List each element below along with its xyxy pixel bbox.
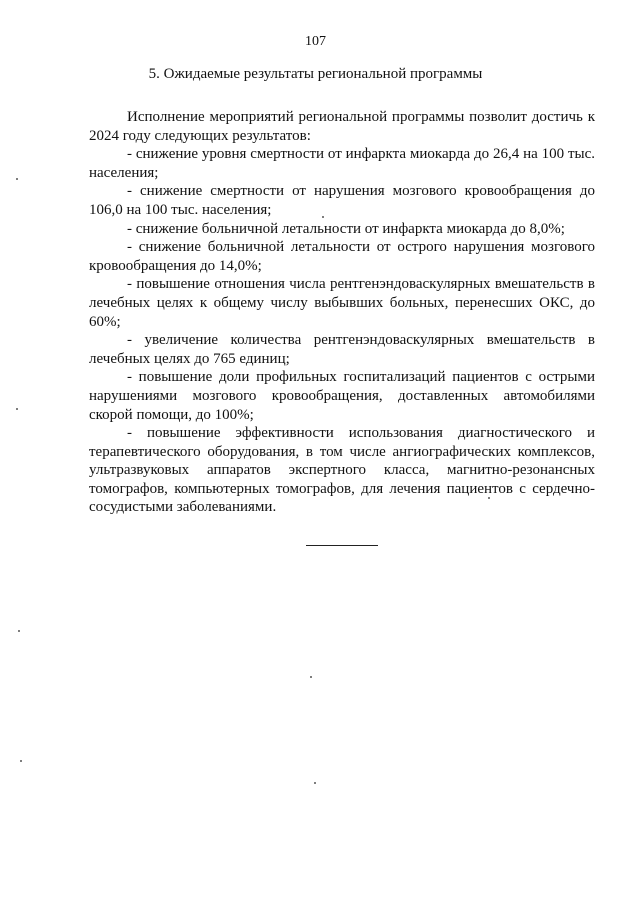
result-item-ambulance-hospitalization: - повышение доли профильных госпитализаций пациентов с острыми нарушениями мозгового кровообращения, доставленных автомобилями скорой помощи, до 100%; (89, 369, 595, 423)
scan-speck (18, 630, 20, 632)
page-number: 107 (305, 34, 326, 49)
result-item-mi-mortality: - снижение уровня смертности от инфаркта миокарда до 26,4 на 100 тыс. населения; (89, 146, 595, 181)
end-divider-line (306, 545, 378, 546)
scan-speck (20, 760, 22, 762)
result-item-stroke-mortality: - снижение смертности от нарушения мозгового кровообращения до 106,0 на 100 тыс. населения; (89, 183, 595, 218)
result-item-mi-hospital-lethality: - снижение больничной летальности от инфаркта миокарда до 8,0%; (127, 220, 565, 237)
intro-paragraph: Исполнение мероприятий региональной программы позволит достичь к 2024 году следующих результатов: (89, 109, 595, 144)
scan-speck (310, 676, 312, 678)
result-item-stroke-hospital-lethality: - снижение больничной летальности от острого нарушения мозгового кровообращения до 14,0%; (89, 239, 595, 274)
scan-speck (322, 216, 324, 218)
scan-speck (314, 782, 316, 784)
scan-speck (16, 408, 18, 410)
result-item-endovascular-count: - увеличение количества рентгенэндоваскулярных вмешательств в лечебных целях до 765 единиц; (89, 332, 595, 367)
result-item-endovascular-ratio: - повышение отношения числа рентгенэндоваскулярных вмешательств в лечебных целях к общему числу выбывших больных, перенесших ОКС, до 60%; (89, 276, 595, 330)
body-text (89, 108, 595, 517)
scan-speck (16, 178, 18, 180)
section-title: 5. Ожидаемые результаты региональной программы (148, 66, 483, 82)
result-item-equipment-efficiency: - повышение эффективности использования диагностического и терапевтического оборудования, в том числе ангиографических комплексов, ультразвуковых аппаратов экспертного класса, магнитно-резонансных томографов, компьютерных томографов, для лечения пациентов с сердечно-сосудистыми заболеваниями. (89, 425, 595, 516)
scan-speck (488, 497, 490, 499)
